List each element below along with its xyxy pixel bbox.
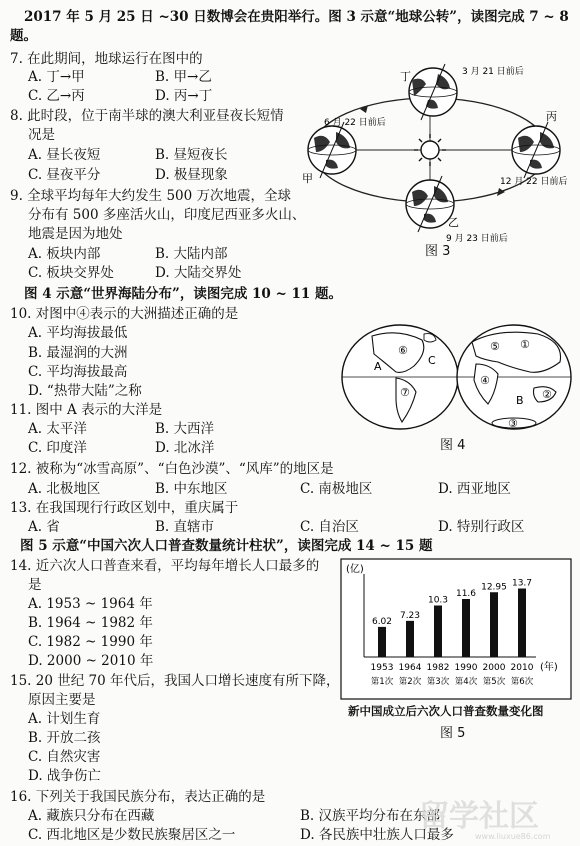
q15-option-b: B. 开放二孩: [28, 730, 101, 746]
map-num-5: ⑤: [490, 340, 500, 353]
q12-option-d: D. 西亚地区: [438, 481, 511, 497]
q11-stem: 11. 图中 A 表示的大洋是: [10, 402, 163, 418]
globe-ding: [409, 64, 457, 120]
watermark-logo: [415, 792, 575, 842]
q14-option-a: A. 1953 ~ 1964 年: [28, 596, 153, 612]
map-label-B: B: [516, 394, 524, 407]
q14-stem-1: 14. 近六次人口普查来看，平均每年增长人口最多的: [10, 558, 320, 574]
q9-option-b: B. 大陆内部: [155, 246, 228, 262]
q9-option-d: D. 大陆交界处: [155, 265, 242, 281]
map-num-4: ④: [480, 374, 490, 387]
date-jia: 6 月 22 日前后: [324, 118, 386, 128]
census-label-3: 第3次: [426, 677, 450, 687]
label-jia: 甲: [302, 172, 313, 185]
q15-option-d: D. 战争伤亡: [28, 768, 101, 784]
q13-option-b: B. 直辖市: [155, 519, 215, 535]
q8-stem-2: 况是: [28, 127, 55, 143]
q9-option-a: A. 板块内部: [28, 246, 101, 262]
figure-5-caption: 图 5: [440, 726, 466, 741]
label-ding: 丁: [400, 70, 411, 83]
q11-option-b: B. 大西洋: [155, 421, 215, 437]
value-label-1953: 6.02: [371, 616, 393, 627]
q16-option-a: A. 藏族只分布在西藏: [28, 808, 155, 824]
x-tick-1964: 1964: [398, 663, 422, 673]
q9-stem-3: 地震是因为地处: [28, 226, 123, 242]
q10-stem: 10. 对图中④表示的大洲描述正确的是: [10, 306, 239, 322]
q11-option-a: A. 太平洋: [28, 421, 87, 437]
label-bing: 丙: [546, 110, 557, 123]
q9-stem-2: 分布有 500 多座活火山，印度尼西亚多火山、: [28, 207, 306, 223]
figure-4-caption: 图 4: [440, 438, 466, 453]
bar-1982: [434, 606, 442, 658]
q13-option-c: C. 自治区: [300, 519, 359, 535]
q14-option-d: D. 2000 ~ 2010 年: [28, 653, 154, 669]
western-hemisphere: [342, 325, 458, 429]
q13-option-a: A. 省: [28, 519, 60, 535]
globe-bing: [512, 122, 560, 178]
census-label-2: 第2次: [398, 677, 422, 687]
bar-1990: [462, 599, 470, 657]
q13-option-d: D. 特别行政区: [438, 519, 525, 535]
q8-stem-1: 8. 此时段，位于南半球的澳大利亚昼夜长短情: [10, 108, 284, 124]
q8-option-a: A. 昼长夜短: [28, 147, 101, 163]
value-label-1982: 10.3: [427, 595, 449, 606]
chart-ylabel: (亿): [346, 564, 364, 575]
q10-option-b: B. 最湿润的大洲: [28, 345, 128, 361]
map-label-C: C: [428, 354, 436, 367]
date-ding: 3 月 21 日前后: [462, 67, 524, 77]
q15-stem-2: 原因主要是: [28, 692, 96, 708]
x-tick-1982: 1982: [426, 663, 450, 673]
map-num-3: ③: [508, 417, 518, 430]
value-label-1990: 11.6: [455, 589, 477, 599]
date-bing: 12 月 22 日前后: [500, 177, 568, 187]
globe-jia: [308, 122, 356, 178]
census-label-1: 第1次: [370, 677, 394, 687]
intro-fig5: 图 5 示意“中国六次人口普查数量统计柱状”，读图完成 14 ~ 15 题: [20, 538, 433, 554]
x-tick-2000: 2000: [482, 663, 506, 673]
q14-stem-2: 是: [28, 577, 42, 593]
q15-option-c: C. 自然灾害: [28, 749, 101, 765]
q8-option-c: C. 昼夜平分: [28, 167, 101, 183]
q10-option-d: D. “热带大陆”之称: [28, 383, 142, 399]
q16-option-c: C. 西北地区是少数民族聚居区之一: [28, 827, 236, 843]
intro-fig4: 图 4 示意“世界海陆分布”，读图完成 10 ~ 11 题。: [24, 286, 343, 302]
q12-option-b: B. 中东地区: [155, 481, 228, 497]
q9-option-c: C. 板块交界处: [28, 265, 114, 281]
q10-option-c: C. 平均海拔最高: [28, 364, 128, 380]
q13-stem: 13. 在我国现行行政区划中，重庆属于: [10, 500, 239, 516]
intro-line-2: 题。: [10, 28, 37, 44]
q15-option-a: A. 计划生育: [28, 711, 101, 727]
value-label-2000: 12.95: [481, 582, 507, 593]
chart-title: 新中国成立后六次人口普查数量变化图: [348, 704, 544, 718]
q7-option-a: A. 丁→甲: [28, 69, 85, 85]
intro-line-1: 2017 年 5 月 25 日 ~30 日数博会在贵阳举行。图 3 示意“地球公转”，读图完成 7 ~ 8: [24, 9, 569, 25]
census-label-4: 第4次: [454, 677, 478, 687]
q16-stem: 16. 下列关于我国民族分布，表达正确的是: [10, 789, 266, 805]
q7-stem: 7. 在此期间，地球运行在图中的: [10, 51, 203, 67]
map-num-2: ②: [542, 388, 552, 401]
date-yi: 9 月 23 日前后: [446, 234, 508, 244]
figure-5-census-chart: [340, 558, 572, 700]
q12-stem: 12. 被称为“冰雪高原”、“白色沙漠”、“风库”的地区是: [10, 461, 334, 477]
value-label-1964: 7.23: [399, 610, 421, 621]
watermark-url: www.liuxue86.com: [475, 832, 551, 841]
bar-1953: [378, 627, 386, 657]
q14-option-b: B. 1964 ~ 1982 年: [28, 615, 153, 631]
map-num-1: ①: [520, 338, 530, 351]
x-tick-1990: 1990: [454, 663, 478, 673]
bar-2010: [518, 589, 526, 658]
q10-option-a: A. 平均海拔最低: [28, 325, 128, 341]
census-label-6: 第6次: [510, 677, 534, 687]
figure-4-world-map: [338, 322, 573, 434]
value-label-2010: 13.7: [511, 578, 533, 589]
q14-option-c: C. 1982 ~ 1990 年: [28, 634, 153, 650]
q12-option-c: C. 南极地区: [300, 481, 373, 497]
label-yi: 乙: [448, 216, 459, 229]
q12-option-a: A. 北极地区: [28, 481, 101, 497]
q16-option-b: B. 汉族平均分布在东部: [300, 808, 441, 824]
q11-option-c: C. 印度洋: [28, 440, 87, 456]
figure-3-earth-orbit: [300, 52, 570, 262]
census-label-5: 第5次: [482, 677, 506, 687]
q15-stem-1: 15. 20 世纪 70 年代后，我国人口增长速度有所下降，: [10, 673, 340, 689]
map-num-7: ⑦: [400, 386, 410, 399]
figure-3-caption: 图 3: [425, 244, 451, 259]
x-tick-1953: 1953: [370, 663, 394, 673]
q8-option-d: D. 极昼现象: [155, 167, 228, 183]
chart-xlabel: (年): [540, 662, 558, 673]
q9-stem-1: 9. 全球平均每年大约发生 500 万次地震，全球: [10, 188, 292, 204]
q16-option-d: D. 各民族中壮族人口最多: [300, 827, 454, 843]
q7-option-c: C. 乙→丙: [28, 88, 85, 104]
map-num-6: ⑥: [398, 344, 408, 357]
watermark-text: 留学社区: [419, 799, 539, 834]
globe-yi: [406, 176, 454, 232]
bar-1964: [406, 621, 414, 657]
q11-option-d: D. 北冰洋: [155, 440, 215, 456]
q8-option-b: B. 昼短夜长: [155, 147, 228, 163]
eastern-hemisphere: [457, 325, 571, 429]
map-label-A: A: [374, 360, 382, 373]
x-tick-2010: 2010: [510, 663, 534, 673]
q7-option-b: B. 甲→乙: [155, 69, 212, 85]
bar-2000: [490, 592, 498, 657]
q7-option-d: D. 丙→丁: [155, 88, 213, 104]
